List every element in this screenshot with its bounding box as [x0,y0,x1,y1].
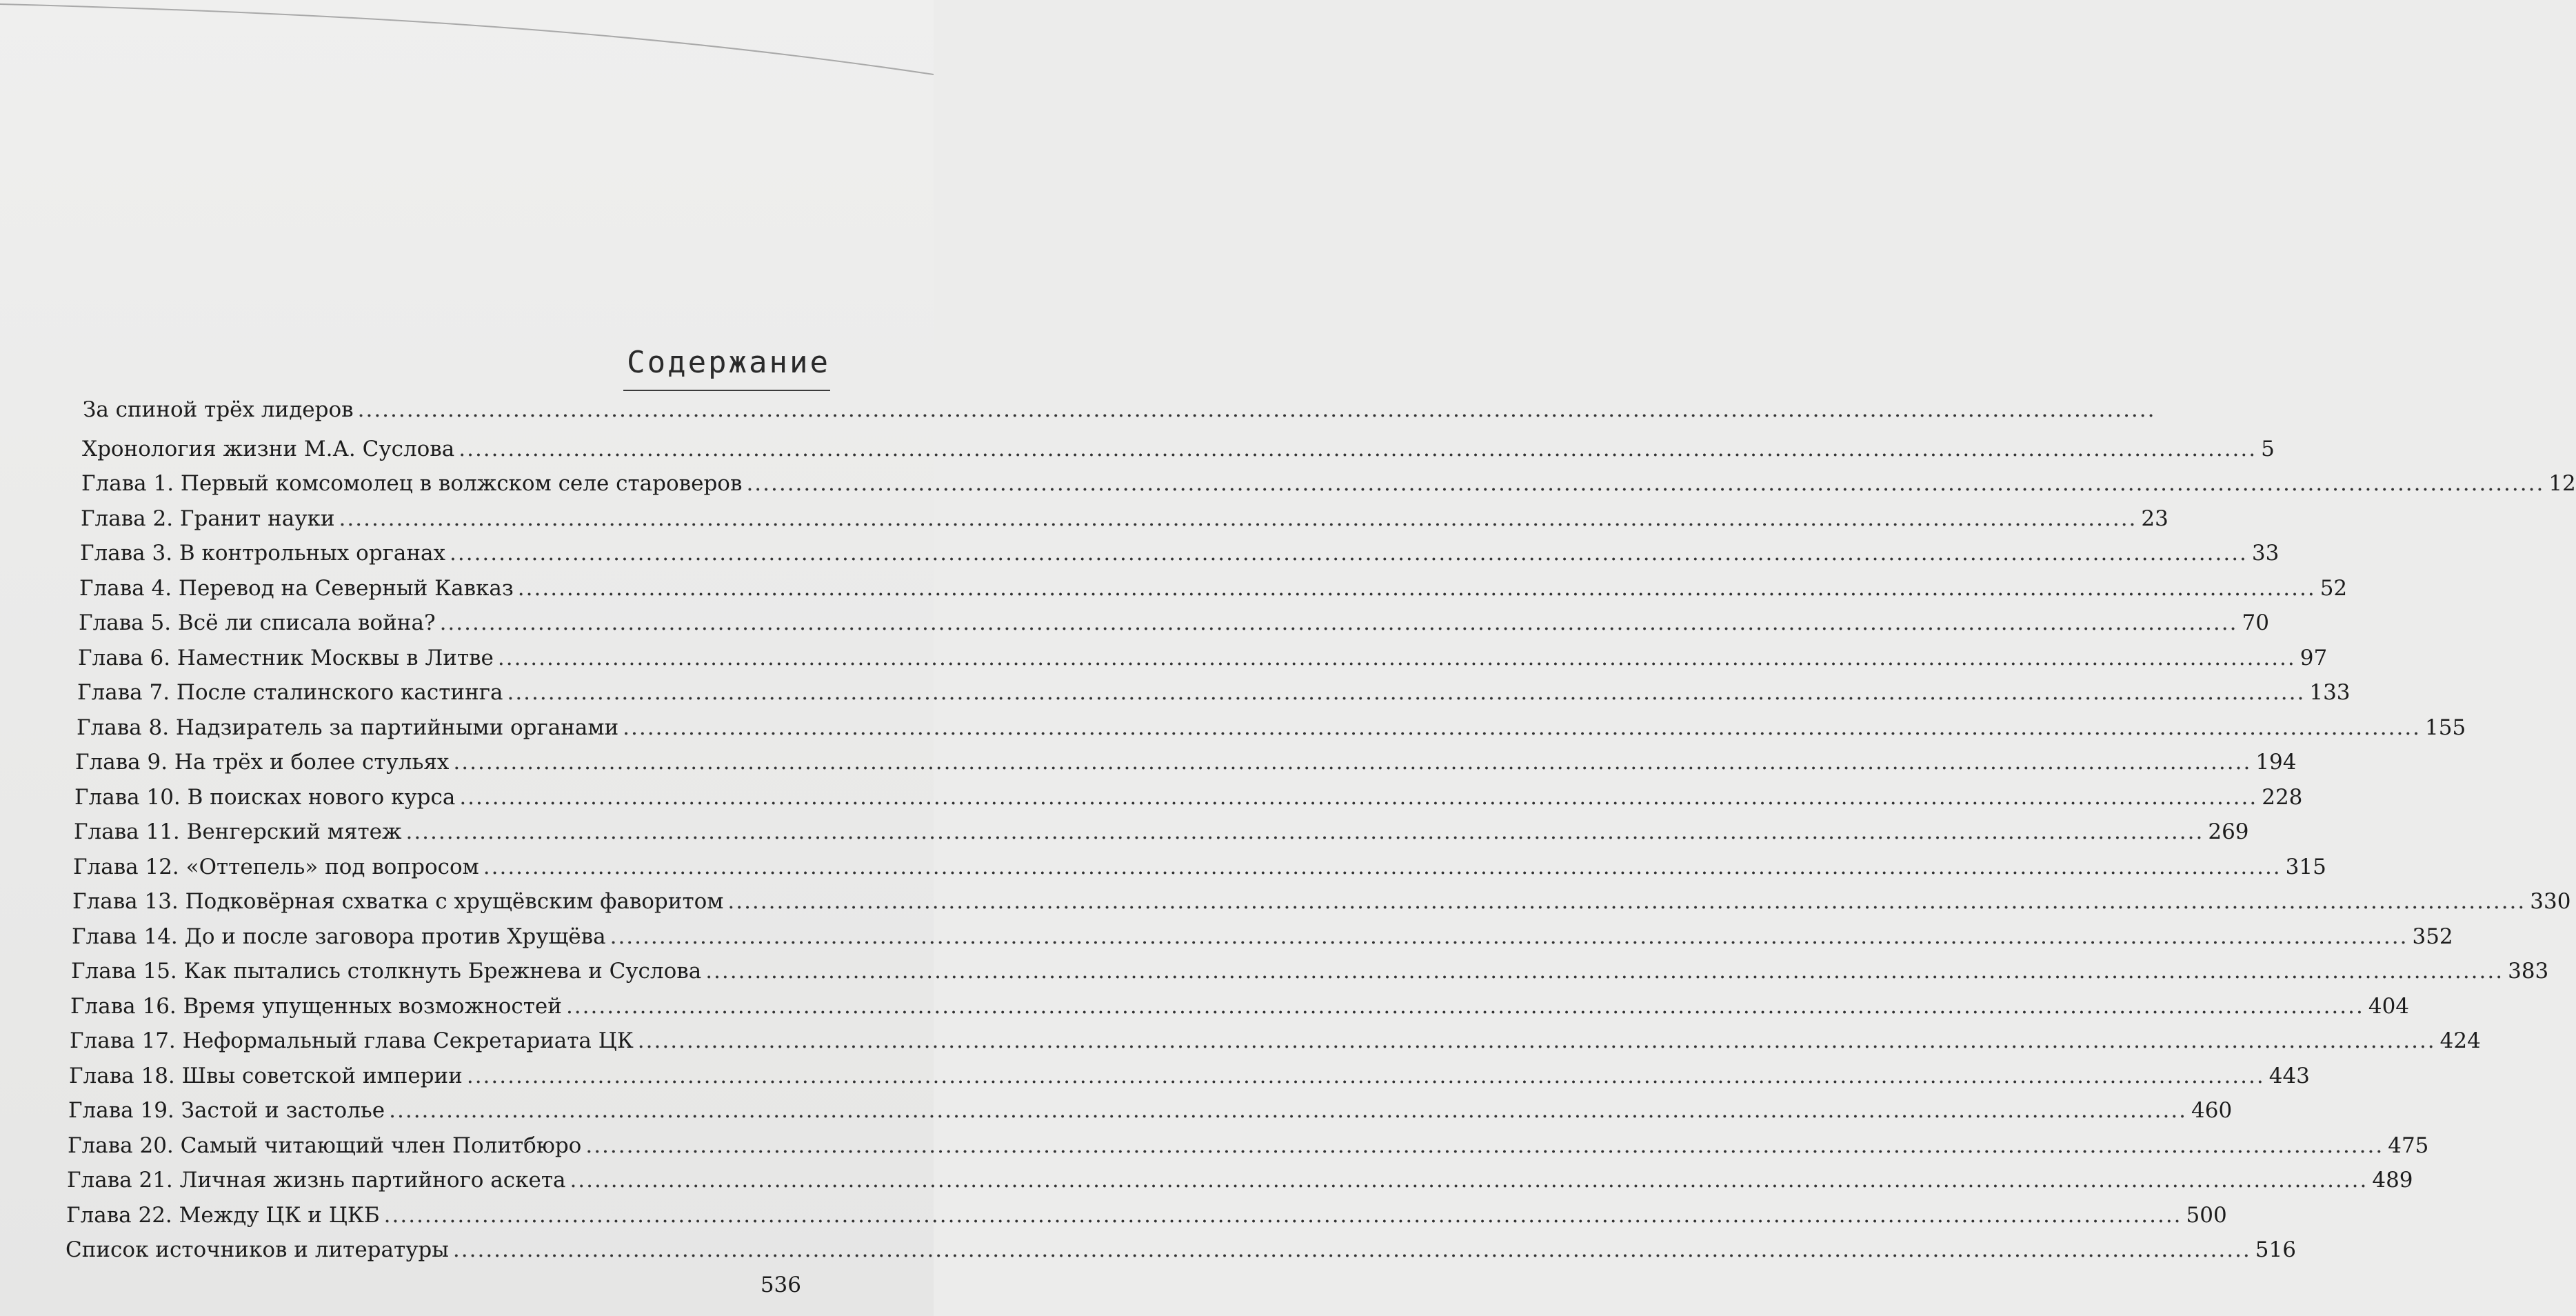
toc-dot-leader: ............................................................................................................................................................................................................................ [746,471,2545,496]
toc-entry [80,539,2280,567]
toc-dot-leader: ............................................................................................................................................................................................................................ [453,750,2252,775]
toc-page-number: 383 [2508,959,2549,984]
toc-entry [69,1062,2310,1090]
toc-entry-title: Глава 8. Надзиратель за партийными органами [77,715,619,740]
toc-entry [68,1132,2429,1159]
toc-page-number: 536 [760,1272,801,1297]
toc-dot-leader: ............................................................................................................................................................................................................................ [483,854,2282,879]
toc-dot-leader: ............................................................................................................................................................................................................................ [459,784,2258,810]
toc-entry-title: Глава 17. Неформальный глава Секретариата ЦК [70,1028,634,1053]
toc-page-number: 500 [2186,1202,2227,1228]
toc-page-number: 5 [2261,436,2275,461]
toc-entry-title: Глава 22. Между ЦК и ЦКБ [66,1202,380,1228]
toc-entry [83,396,2156,423]
toc-page-number: 133 [2309,680,2351,705]
toc-entry [73,853,2326,881]
toc-entry-title: Глава 13. Подковёрная схватка с хрущёвским фаворитом [72,889,724,914]
toc-page-number: 194 [2255,750,2297,775]
toc-entry [81,470,2576,497]
toc-page-number: 352 [2412,924,2453,949]
toc-page-number: 315 [2285,854,2326,879]
toc-entry-title: Глава 9. На трёх и более стульях [75,750,450,775]
toc-entry-title: Глава 16. Время упущенных возможностей [70,993,562,1019]
toc-entry [72,923,2453,950]
toc-entry-title: Хронология жизни М.А. Суслова [82,436,455,461]
toc-dot-leader: ............................................................................................................................................................................................................................ [507,680,2306,705]
toc-dot-leader: ............................................................................................................................................................................................................................ [405,819,2204,844]
toc-page-number: 52 [2320,575,2348,601]
toc-page-number: 23 [2141,506,2169,531]
toc-entry-title: Глава 21. Личная жизнь партийного аскета [67,1168,566,1193]
toc-entry-title: Глава 12. «Оттепель» под вопросом [73,854,479,879]
toc-entry [70,993,2410,1020]
toc-page-number: 33 [2251,541,2280,566]
toc-page-number: 155 [2425,715,2466,740]
toc-dot-leader: ............................................................................................................................................................................................................................ [570,1168,2368,1193]
toc-entry [68,1097,2233,1124]
toc-entry-title: Список источников и литературы [66,1237,449,1262]
toc-page-number: 404 [2368,993,2410,1019]
toc-page-number: 424 [2439,1028,2481,1053]
toc-page-number: 228 [2262,784,2303,810]
toc-dot-leader: ............................................................................................................................................................................................................................ [450,541,2248,566]
toc-page-number: 443 [2268,1063,2310,1088]
toc-entry [75,748,2297,776]
toc-entry-title: Глава 7. После сталинского кастинга [77,680,503,705]
toc-entry-title: Глава 19. Застой и застолье [68,1098,385,1123]
toc-page-number: 70 [2242,610,2269,635]
toc-page-number: 489 [2372,1168,2413,1193]
toc-dot-leader: ............................................................................................................................................................................................................................ [637,1028,2436,1053]
toc-entry-title: Глава 14. До и после заговора против Хрущёва [72,924,606,949]
toc-entry-title: Глава 2. Гранит науки [81,506,335,531]
toc-entry-title: Глава 20. Самый читающий член Политбюро [68,1133,582,1158]
toc-entry-title: Глава 5. Всё ли списала война? [79,610,436,635]
toc-dot-leader: ............................................................................................................................................................................................................................ [610,924,2408,949]
toc-page-number: 475 [2388,1133,2429,1158]
toc-entry [66,1202,2227,1229]
toc-entry-title: Глава 6. Наместник Москвы в Литве [78,645,494,670]
toc-entry [70,1027,2481,1055]
toc-entry [67,1166,2413,1194]
toc-entry [78,644,2328,672]
toc-page-number: 97 [2300,645,2328,670]
toc-entry [74,818,2249,846]
toc-entry [77,679,2351,706]
table-of-contents [0,397,2576,1316]
toc-entry [79,609,2269,637]
toc-entry-title: Глава 11. Венгерский мятеж [74,819,402,844]
toc-dot-leader: ............................................................................................................................................................................................................................ [389,1098,2188,1123]
toc-dot-leader: ............................................................................................................................................................................................................................ [383,1202,2182,1228]
toc-dot-leader: ............................................................................................................................................................................................................................ [585,1133,2384,1158]
toc-dot-leader: ............................................................................................................................................................................................................................ [439,610,2238,635]
toc-dot-leader: ............................................................................................................................................................................................................................ [497,645,2296,670]
toc-entry [66,1236,2296,1264]
toc-entry [82,435,2275,463]
toc-dot-leader: ............................................................................................................................................................................................................................ [357,397,2156,422]
toc-entry-title: Глава 4. Перевод на Северный Кавказ [79,575,514,601]
toc-entry [65,1271,801,1299]
contents-title: Содержание [623,345,830,391]
toc-entry [81,505,2169,532]
toc-dot-leader: ............................................................................................................................................................................................................................ [339,506,2137,531]
toc-dot-leader: ............................................................................................................................................................................................................................ [705,959,2504,984]
toc-page-number: 330 [2530,889,2571,914]
toc-dot-leader: ............................................................................................................................................................................................................................ [623,715,2422,740]
toc-entry-title: Глава 1. Первый комсомолец в волжском селе староверов [81,471,743,496]
toc-entry-title: За спиной трёх лидеров [83,397,354,422]
toc-dot-leader: ............................................................................................................................................................................................................................ [459,436,2257,461]
toc-page-number: 460 [2191,1098,2233,1123]
toc-page-number: 516 [2255,1237,2296,1262]
toc-entry [72,888,2571,915]
toc-dot-leader: ............................................................................................................................................................................................................................ [452,1237,2251,1262]
toc-entry [71,957,2549,985]
toc-entry [74,784,2303,811]
page-edge-line [0,0,934,83]
toc-dot-leader: ............................................................................................................................................................................................................................ [565,993,2364,1019]
toc-entry [77,714,2466,741]
toc-entry-title: Глава 3. В контрольных органах [80,541,446,566]
toc-entry-title: Глава 18. Швы советской империи [69,1063,463,1088]
toc-page-number: 269 [2208,819,2249,844]
toc-entry [79,575,2348,602]
toc-entry-title: Глава 15. Как пытались столкнуть Брежнева и Суслова [71,959,702,984]
toc-dot-leader: ............................................................................................................................................................................................................................ [517,575,2316,601]
toc-entry-title: Глава 10. В поисках нового курса [74,784,456,810]
toc-dot-leader: ............................................................................................................................................................................................................................ [466,1063,2265,1088]
toc-dot-leader: ............................................................................................................................................................................................................................ [727,889,2526,914]
toc-page-number: 12 [2548,471,2576,496]
